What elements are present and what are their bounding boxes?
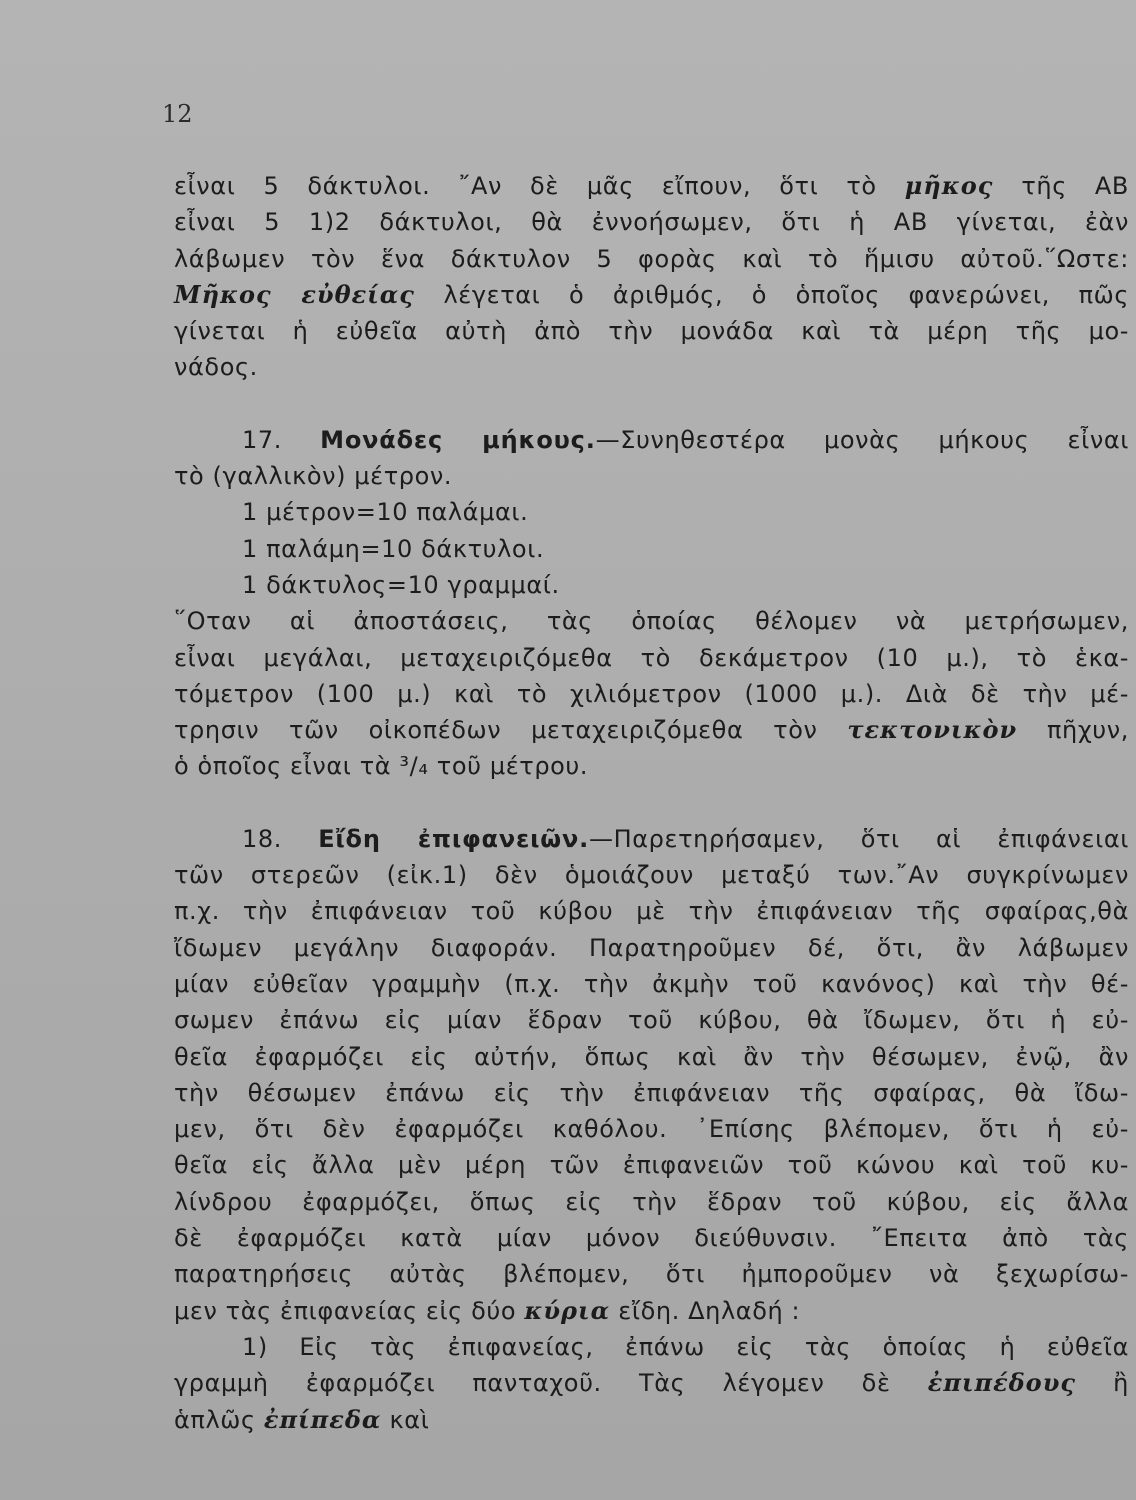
text-line: εἶναι μεγάλαι, μεταχειριζόμεθα τὸ δεκάμετρον (10 μ.), τὸ ἑκα- — [174, 643, 1129, 672]
section-heading: Εἴδη ἐπιφανειῶν. — [318, 824, 590, 853]
text-line: μεν, ὅτι δὲν ἐφαρμόζει καθόλου. ᾿Επίσης βλέπομεν, ὅτι ἡ εὐ- — [174, 1115, 1129, 1144]
text-line: εἶναι 5 1)2 δάκτυλοι, θὰ ἐννοήσωμεν, ὅτι ἡ ΑΒ γίνεται, ἐὰν — [174, 208, 1129, 237]
text-line: μεν τὰς ἐπιφανείας εἰς δύο κύρια εἴδη. Δηλαδή : — [174, 1295, 801, 1325]
text-line: δὲ ἐφαρμόζει κατὰ μίαν μόνον διεύθυνσιν. ῎Επειτα ἀπὸ τὰς — [174, 1224, 1129, 1253]
emphasis-term: κύρια — [524, 1295, 611, 1325]
text-line: παρατηρήσεις αὐτὰς βλέπομεν, ὅτι ἠμποροῦμεν νὰ ξεχωρίσω- — [174, 1260, 1129, 1289]
list-item-line: 1) Εἰς τὰς ἐπιφανείας, ἐπάνω εἰς τὰς ὁποίας ἡ εὐθεῖα — [242, 1332, 1129, 1361]
text-line: Μῆκος εὐθείας λέγεται ὁ ἀριθμός, ὁ ὁποῖος φανερώνει, πῶς — [174, 279, 1130, 309]
text-line: θεῖα ἐφαρμόζει εἰς αὐτήν, ὅπως καὶ ἂν τὴν θέσωμεν, ἐνῷ, ἂν — [174, 1042, 1129, 1071]
text-line: σωμεν ἐπάνω εἰς μίαν ἕδραν τοῦ κύβου, θὰ ἴδωμεν, ὅτι ἡ εὐ- — [174, 1006, 1129, 1035]
text-line: ἁπλῶς ἐπίπεδα καὶ — [174, 1404, 430, 1434]
text-line: τὸ (γαλλικὸν) μέτρον. — [174, 462, 453, 491]
text-line: λάβωμεν τὸν ἕνα δάκτυλον 5 φορὰς καὶ τὸ ἥμισυ αὐτοῦ.῞Ωστε: — [174, 244, 1129, 273]
section-heading: Μονάδες μήκους. — [320, 425, 596, 454]
page-number: 12 — [162, 100, 193, 128]
text-line: γραμμὴ ἐφαρμόζει πανταχοῦ. Τὰς λέγομεν δὲ ἐπιπέδους ἢ — [174, 1368, 1129, 1398]
unit-line: 1 δάκτυλος=10 γραμμαί. — [242, 570, 560, 599]
text-line: τῶν στερεῶν (εἰκ.1) δὲν ὁμοιάζουν μεταξύ των.῎Αν συγκρίνωμεν — [174, 861, 1129, 890]
text-line: π.χ. τὴν ἐπιφάνειαν τοῦ κύβου μὲ τὴν ἐπιφάνειαν τῆς σφαίρας,θὰ — [174, 897, 1129, 926]
text-line: νάδος. — [174, 353, 258, 382]
emphasis-term: τεκτονικὸν — [847, 715, 1018, 745]
text-line: εἶναι 5 δάκτυλοι. ῎Αν δὲ μᾶς εἴπουν, ὅτι τὸ μῆκος τῆς ΑΒ — [174, 171, 1129, 200]
section-18-heading-line: 18. Εἴδη ἐπιφανειῶν.—Παρετηρήσαμεν, ὅτι αἱ ἐπιφάνειαι — [242, 824, 1129, 853]
definition-term: Μῆκος εὐθείας — [174, 279, 415, 309]
text-line: λίνδρου ἐφαρμόζει, ὅπως εἰς τὴν ἕδραν τοῦ κύβου, εἰς ἄλλα — [174, 1187, 1129, 1216]
emphasis-term: ἐπιπέδους — [927, 1368, 1076, 1398]
text-line: ῞Οταν αἱ ἀποστάσεις, τὰς ὁποίας θέλομεν νὰ μετρήσωμεν, — [174, 607, 1129, 636]
unit-line: 1 παλάμη=10 δάκτυλοι. — [242, 534, 545, 563]
text-line: γίνεται ἡ εὐθεῖα αὐτὴ ἀπὸ τὴν μονάδα καὶ τὰ μέρη τῆς μο- — [174, 317, 1129, 346]
text-line: θεῖα εἰς ἄλλα μὲν μέρη τῶν ἐπιφανειῶν τοῦ κώνου καὶ τοῦ κυ- — [174, 1151, 1129, 1180]
text-line: μίαν εὐθεῖαν γραμμὴν (π.χ. τὴν ἀκμὴν τοῦ κανόνος) καὶ τὴν θέ- — [174, 969, 1129, 998]
page-text — [174, 168, 1129, 1438]
text-line: ὁ ὁποῖος εἶναι τὰ ³/₄ τοῦ μέτρου. — [174, 752, 589, 781]
text-line: τὴν θέσωμεν ἐπάνω εἰς τὴν ἐπιφάνειαν τῆς σφαίρας, θὰ ἴδω- — [174, 1078, 1129, 1107]
emphasis-term: μῆκος — [904, 171, 994, 200]
text-line: ἴδωμεν μεγάλην διαφοράν. Παρατηροῦμεν δέ, ὅτι, ἂν λάβωμεν — [174, 933, 1129, 962]
text-line: τόμετρον (100 μ.) καὶ τὸ χιλιόμετρον (1000 μ.). Διὰ δὲ τὴν μέ- — [174, 679, 1129, 708]
section-17-heading-line: 17. Μονάδες μήκους.—Συνηθεστέρα μονὰς μήκους εἶναι — [242, 425, 1129, 454]
text-line: τρησιν τῶν οἰκοπέδων μεταχειριζόμεθα τὸν τεκτονικὸν πῆχυν, — [174, 715, 1129, 745]
emphasis-term: ἐπίπεδα — [263, 1404, 382, 1434]
unit-line: 1 μέτρον=10 παλάμαι. — [242, 498, 529, 527]
